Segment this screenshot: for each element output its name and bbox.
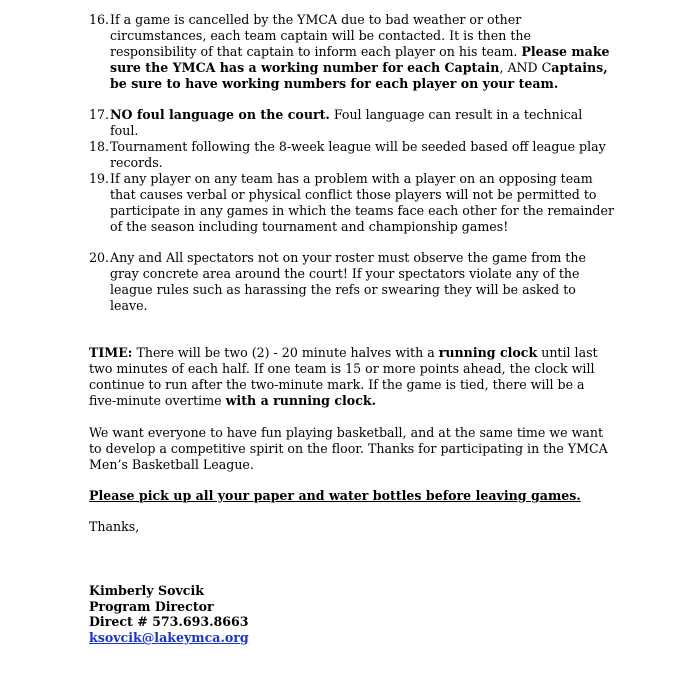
signature-phone: Direct # 573.693.8663 bbox=[89, 614, 249, 629]
rule-text bbox=[110, 250, 614, 314]
rule-text-part: , AND C bbox=[499, 60, 552, 75]
rule-text-bold: NO foul language on the court. bbox=[110, 107, 330, 122]
rule-number: 20. bbox=[89, 250, 110, 265]
rule-text-part: Any and All spectators not on your roster must observe the game from the gray concrete area around the court! If your spectators violate any of the league rules such as harassing the refs or swearing they will be asked to leave. bbox=[110, 250, 586, 313]
rule-17 bbox=[89, 107, 614, 139]
rule-16 bbox=[89, 12, 614, 92]
rule-text-part: If a game is cancelled by the YMCA due to bad weather or other circumstances, each team captain will be contacted. It is then the responsibility of that captain to inform each player on his team. bbox=[110, 12, 531, 59]
signature-name: Kimberly Sovcik bbox=[89, 583, 204, 598]
signature-email-row bbox=[89, 630, 249, 646]
rule-text bbox=[110, 107, 614, 139]
rule-text-bold: aptains, be sure to have working numbers for each player on your team. bbox=[110, 60, 608, 91]
rule-text-part: Tournament following the 8-week league will be seeded based off league play records. bbox=[110, 139, 606, 170]
rule-number: 16. bbox=[89, 12, 110, 27]
time-text-bold: running clock bbox=[438, 345, 538, 360]
rule-text-bold: Please make sure the YMCA has a working number for each Captain bbox=[110, 44, 610, 75]
rule-number: 17. bbox=[89, 107, 110, 122]
rule-number: 19. bbox=[89, 171, 110, 186]
time-text-part: There will be two (2) - 20 minute halves with a bbox=[132, 345, 439, 360]
signoff: Thanks, bbox=[89, 519, 140, 534]
time-text-bold: with a running clock. bbox=[225, 393, 376, 408]
rule-text bbox=[110, 139, 614, 171]
rule-number: 18. bbox=[89, 139, 110, 154]
rule-text-part: Foul language can result in a technical foul. bbox=[110, 107, 583, 138]
rule-18 bbox=[89, 139, 614, 171]
time-text-part: until last two minutes of each half. If one team is 15 or more points ahead, the clock will continue to run after the two-minute mark. If the game is tied, there will be a five-minute overtime bbox=[89, 345, 598, 408]
rule-text-part: If any player on any team has a problem with a player on an opposing team that causes verbal or physical conflict those players will not be permitted to participate in any games in which the teams face each other for the remainder of the season including tournament and championship games! bbox=[110, 171, 614, 234]
email-link[interactable]: ksovcik@lakeymca.org bbox=[89, 630, 249, 645]
time-label: TIME: bbox=[89, 345, 133, 360]
rule-text bbox=[110, 171, 614, 235]
closing-paragraph: We want everyone to have fun playing basketball, and at the same time we want to develop a competitive spirit on the floor. Thanks for participating in the YMCA Men’s Basketball League. bbox=[89, 425, 608, 472]
reminder-notice: Please pick up all your paper and water bottles before leaving games. bbox=[89, 488, 581, 503]
rule-19 bbox=[89, 171, 614, 235]
signature-title: Program Director bbox=[89, 599, 214, 614]
rule-text bbox=[110, 12, 614, 92]
time-paragraph bbox=[89, 345, 614, 409]
rule-20 bbox=[89, 250, 614, 314]
